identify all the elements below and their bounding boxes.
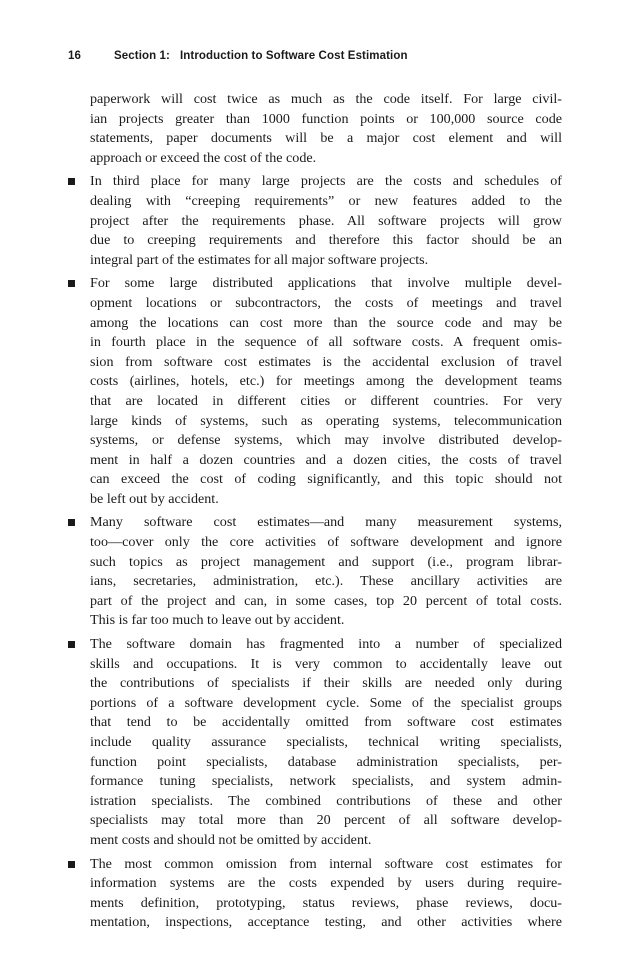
continuation-paragraph: [68, 90, 562, 168]
text-line: ments definition, prototyping, status reviews, phase reviews, docu-: [90, 894, 562, 911]
text-line: project after the requirements phase. All software projects will grow: [90, 212, 562, 229]
text-line: in fourth place in the sequence of all software costs. A frequent omis-: [90, 334, 562, 351]
text-line: can exceed the cost of coding significantly, and this topic should not: [90, 471, 562, 488]
body-text: [68, 90, 562, 933]
text-line: sion from software cost estimates is the accidental exclusion of travel: [90, 353, 562, 370]
bullet-list: [68, 172, 562, 933]
text-line: be left out by accident.: [90, 490, 219, 507]
square-bullet-icon: [68, 519, 75, 526]
text-line: systems, or defense systems, which may involve distributed develop-: [90, 432, 562, 449]
text-line: dealing with “creeping requirements” or new features added to the: [90, 192, 562, 209]
text-line: function point specialists, database administration specialists, per-: [90, 753, 562, 770]
bullet-item: [68, 635, 562, 851]
text-line: such topics as project management and support (i.e., program librar-: [90, 553, 562, 570]
text-line: mentation, inspections, acceptance testing, and other activities where: [90, 914, 562, 931]
text-line: that are located in different cities or different countries. For very: [90, 392, 562, 409]
text-line: ment in half a dozen countries and a dozen cities, the costs of travel: [90, 451, 562, 468]
text-line: portions of a software development cycle. Some of the specialist groups: [90, 694, 562, 711]
text-line: opment locations or subcontractors, the costs of meetings and travel: [90, 294, 562, 311]
text-line: istration specialists. The combined contributions of these and other: [90, 792, 562, 809]
bullet-item: [68, 172, 562, 270]
text-line: approach or exceed the cost of the code.: [90, 149, 317, 166]
text-line: include quality assurance specialists, technical writing specialists,: [90, 734, 562, 750]
bullet-item: [68, 274, 562, 509]
page-number: 16: [68, 50, 81, 62]
square-bullet-icon: [68, 280, 75, 287]
square-bullet-icon: [68, 178, 75, 185]
section-label: Section 1:: [114, 50, 170, 62]
text-line: costs (airlines, hotels, etc.) for meetings among the development teams: [90, 373, 562, 390]
text-line: that tend to be accidentally omitted from software cost estimates: [90, 714, 562, 731]
text-line: integral part of the estimates for all major software projects.: [90, 251, 429, 268]
text-line: The software domain has fragmented into a number of specialized: [90, 636, 562, 653]
running-header: [68, 50, 408, 62]
bullet-item: [68, 513, 562, 631]
text-line: statements, paper documents will be a major cost element and will: [90, 130, 562, 147]
text-line: Many software cost estimates—and many measurement systems,: [90, 514, 562, 531]
text-line: ment costs and should not be omitted by accident.: [90, 831, 372, 848]
text-line: specialists may total more than 20 percent of all software develop-: [90, 812, 562, 829]
square-bullet-icon: [68, 861, 75, 868]
text-line: For some large distributed applications that involve multiple devel-: [90, 275, 562, 292]
text-line: large kinds of systems, such as operating systems, telecommunication: [90, 412, 562, 429]
text-line: part of the project and can, in some cases, top 20 percent of total costs.: [90, 592, 562, 609]
square-bullet-icon: [68, 641, 75, 648]
text-line: This is far too much to leave out by accident.: [90, 612, 345, 629]
text-line: In third place for many large projects are the costs and schedules of: [90, 173, 562, 190]
text-line: paperwork will cost twice as much as the code itself. For large civil-: [90, 91, 562, 107]
text-line: ian projects greater than 1000 function points or 100,000 source code: [90, 110, 562, 127]
text-line: too—cover only the core activities of software development and ignore: [90, 534, 562, 551]
text-line: skills and occupations. It is very common to accidentally leave out: [90, 655, 562, 672]
text-line: the contributions of specialists if their skills are needed only during: [90, 675, 562, 692]
text-line: due to creeping requirements and therefore this factor should be an: [90, 232, 562, 249]
bullet-item: [68, 855, 562, 933]
text-line: ians, secretaries, administration, etc.). These ancillary activities are: [90, 573, 562, 590]
text-line: formance tuning specialists, network specialists, and system admin-: [90, 773, 562, 790]
text-line: among the locations can cost more than the source code and may be: [90, 314, 562, 331]
chapter-title: Introduction to Software Cost Estimation: [179, 50, 408, 62]
text-line: The most common omission from internal software cost estimates for: [90, 855, 562, 872]
text-line: information systems are the costs expended by users during require-: [90, 875, 562, 892]
